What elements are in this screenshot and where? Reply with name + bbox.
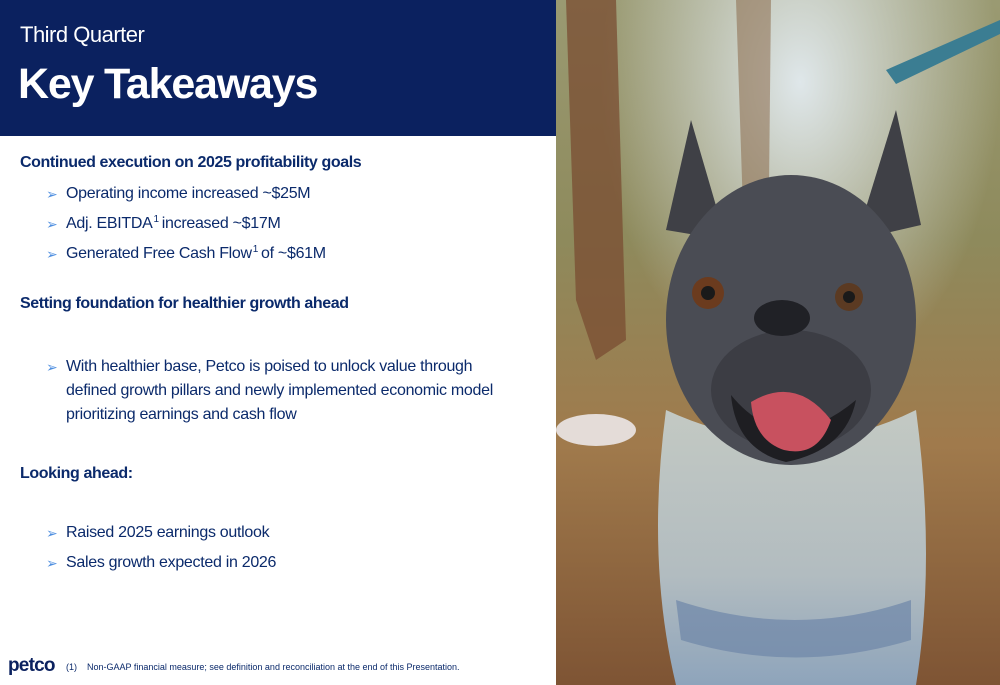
bullet-text: Raised 2025 earnings outlook: [66, 524, 270, 541]
page-subtitle: Third Quarter: [20, 22, 145, 47]
bullet-text-main: Adj. EBITDA: [66, 215, 153, 232]
section-heading-profitability: Continued execution on 2025 profitability goals: [20, 154, 362, 171]
bullet-text: [66, 242, 326, 266]
bullet-text: Operating income increased ~$25M: [66, 185, 311, 202]
bullet-text: With healthier base, Petco is poised to unlock value through defined growth pillars and newly implemented economic model prioritizing earnings and cash flow: [66, 358, 493, 423]
list-item: [46, 182, 310, 206]
page-title: Key Takeaways: [18, 60, 318, 108]
footnote-text: Non-GAAP financial measure; see definition and reconciliation at the end of this Presentation.: [87, 662, 460, 672]
footnote-number: (1): [66, 662, 77, 672]
petco-logo: petco: [8, 655, 55, 676]
arrow-bullet-icon: ➢: [46, 186, 58, 202]
arrow-bullet-icon: ➢: [46, 246, 58, 262]
bullet-text: [66, 212, 280, 236]
footnote-marker: 1: [153, 213, 159, 225]
list-item: [46, 242, 326, 266]
section-heading-looking-ahead: Looking ahead:: [20, 465, 133, 482]
bullet-text-rest: of ~$61M: [261, 245, 326, 262]
list-item: [46, 212, 280, 236]
arrow-bullet-icon: ➢: [46, 216, 58, 232]
arrow-bullet-icon: ➢: [46, 525, 58, 541]
bullet-text-rest: increased ~$17M: [161, 215, 281, 232]
list-item: [46, 551, 276, 575]
list-item: [46, 355, 496, 427]
footnote: [66, 662, 460, 672]
arrow-bullet-icon: ➢: [46, 555, 58, 571]
bullet-text: Sales growth expected in 2026: [66, 554, 277, 571]
dog-photo: [556, 0, 1000, 685]
bullet-text-main: Generated Free Cash Flow: [66, 245, 252, 262]
arrow-bullet-icon: ➢: [46, 359, 58, 375]
list-item: [46, 521, 269, 545]
section-heading-growth: Setting foundation for healthier growth ahead: [20, 295, 349, 312]
footnote-marker: 1: [252, 243, 259, 255]
title-banner: [0, 0, 556, 136]
